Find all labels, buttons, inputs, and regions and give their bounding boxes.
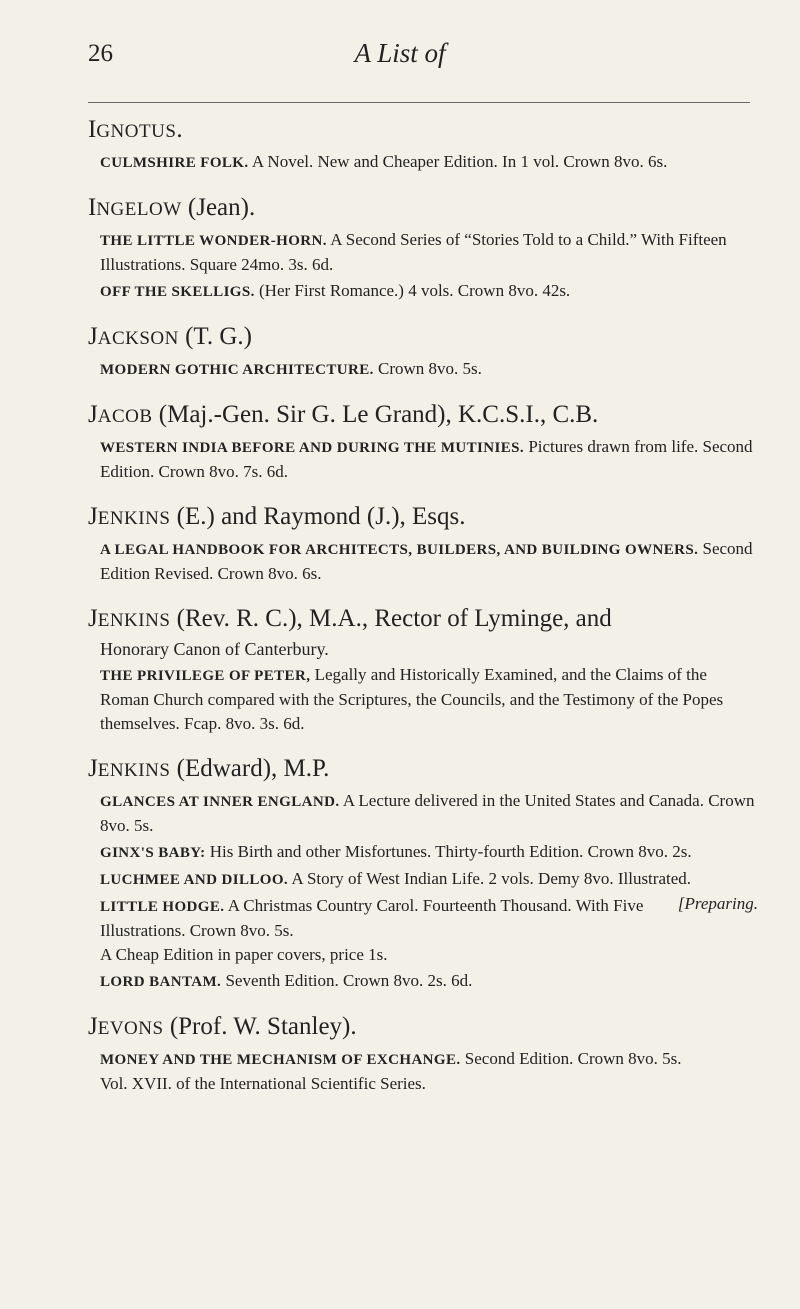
book-description: A Christmas Country Carol. Fourteenth Thousand. With Five Illustrations. Crown 8vo. 5s. xyxy=(100,896,644,940)
book-title: CULMSHIRE FOLK. xyxy=(100,155,249,171)
author-initial: J xyxy=(88,401,98,428)
author-initial: I xyxy=(88,194,97,221)
book-listing xyxy=(88,435,758,484)
author-initial: J xyxy=(88,605,98,632)
author-subheading: Honorary Canon of Canterbury. xyxy=(100,639,329,659)
author-name xyxy=(88,399,758,433)
page-number: 26 xyxy=(88,40,113,67)
book-title: MONEY AND THE MECHANISM OF EXCHANGE. xyxy=(100,1052,461,1068)
book-listing xyxy=(88,663,758,736)
author-entry xyxy=(88,501,758,586)
book-title: GINX'S BABY: xyxy=(100,845,206,861)
book-description: A Novel. New and Cheaper Edition. In 1 vol. Crown 8vo. 6s. xyxy=(251,152,668,171)
book-title: A LEGAL HANDBOOK FOR ARCHITECTS, BUILDERS, AND BUILDING OWNERS. xyxy=(100,542,699,558)
book-description: Second Edition Revised. Crown 8vo. 6s. xyxy=(100,539,753,583)
author-name xyxy=(88,501,758,535)
book-listing xyxy=(88,357,758,382)
book-title: LUCHMEE AND DILLOO. xyxy=(100,872,289,888)
book-listing xyxy=(88,1047,758,1072)
author-entry xyxy=(88,114,758,175)
author-surname: ENKINS xyxy=(97,760,171,781)
book-listing xyxy=(88,279,758,304)
catalogue-list xyxy=(88,114,758,1113)
author-entry xyxy=(88,753,758,994)
book-title: THE PRIVILEGE OF PETER, xyxy=(100,668,311,684)
author-entry xyxy=(88,192,758,304)
status-note: [Preparing. xyxy=(677,894,758,913)
book-description: A Lecture delivered in the United States and Canada. Crown 8vo. 5s. xyxy=(100,791,755,835)
author-entry xyxy=(88,1011,758,1096)
page-header xyxy=(0,40,800,74)
author-details: (Rev. R. C.), M.A., Rector of Lyminge, and xyxy=(170,605,612,632)
book-extra-note: A Cheap Edition in paper covers, price 1s. xyxy=(100,945,388,964)
running-title: A List of xyxy=(354,38,446,68)
book-listing xyxy=(88,789,758,838)
book-listing xyxy=(88,150,758,175)
book-description: His Birth and other Misfortunes. Thirty-fourth Edition. Crown 8vo. 2s. xyxy=(209,842,692,861)
author-name xyxy=(88,753,758,787)
book-description: A Story of West Indian Life. 2 vols. Demy 8vo. Illustrated. xyxy=(291,869,692,888)
author-entry xyxy=(88,399,758,484)
author-initial: J xyxy=(88,755,98,782)
author-details: (Prof. W. Stanley). xyxy=(163,1013,357,1040)
book-description: Second Edition. Crown 8vo. 5s. xyxy=(464,1049,682,1068)
author-name xyxy=(88,1011,758,1045)
header-rule xyxy=(88,102,750,103)
book-listing xyxy=(88,894,758,943)
book-description: A Second Series of “Stories Told to a Child.” With Fifteen Illustrations. Square 24mo. 3s. 6d. xyxy=(100,230,727,274)
book-description: Pictures drawn from life. Second Edition. Crown 8vo. 7s. 6d. xyxy=(100,437,753,481)
author-surname: ACKSON xyxy=(97,328,179,349)
book-description: Legally and Historically Examined, and the Claims of the Roman Church compared with the Scriptures, the Councils, and the Testimony of the Popes themselves. Fcap. 8vo. 3s. 6d. xyxy=(100,665,724,733)
author-initial: J xyxy=(88,323,98,350)
author-details: (T. G.) xyxy=(178,323,252,350)
book-listing xyxy=(88,537,758,586)
author-entry xyxy=(88,603,758,736)
author-details: (Maj.-Gen. Sir G. Le Grand), K.C.S.I., C.B. xyxy=(152,401,599,428)
book-title: LORD BANTAM. xyxy=(100,974,222,990)
book-description: Crown 8vo. 5s. xyxy=(378,359,482,378)
author-entry xyxy=(88,321,758,382)
book-listing xyxy=(88,840,758,865)
author-details: (Jean). xyxy=(181,194,256,221)
author-initial: I xyxy=(88,116,97,143)
author-surname: GNOTUS xyxy=(96,121,177,142)
book-description: (Her First Romance.) 4 vols. Crown 8vo. 42s. xyxy=(259,281,571,300)
book-extra-note: Vol. XVII. of the International Scientific Series. xyxy=(100,1074,426,1093)
book-title: WESTERN INDIA BEFORE AND DURING THE MUTINIES. xyxy=(100,440,525,456)
author-initial: J xyxy=(88,1013,98,1040)
author-name xyxy=(88,114,758,148)
author-name xyxy=(88,192,758,226)
book-title: MODERN GOTHIC ARCHITECTURE. xyxy=(100,362,374,378)
book-title: THE LITTLE WONDER-HORN. xyxy=(100,233,327,249)
book-listing xyxy=(88,969,758,994)
author-surname: ENKINS xyxy=(97,610,171,631)
author-surname: EVONS xyxy=(97,1018,164,1039)
author-surname: NGELOW xyxy=(96,199,182,220)
book-listing xyxy=(88,228,758,277)
author-name xyxy=(88,321,758,355)
book-description: Seventh Edition. Crown 8vo. 2s. 6d. xyxy=(225,971,473,990)
author-details: . xyxy=(176,116,183,143)
author-surname: ENKINS xyxy=(97,508,171,529)
book-title: OFF THE SKELLIGS. xyxy=(100,284,255,300)
author-details: (Edward), M.P. xyxy=(170,755,330,782)
author-details: (E.) and Raymond (J.), Esqs. xyxy=(170,503,466,530)
author-name xyxy=(88,603,758,637)
book-title: LITTLE HODGE. xyxy=(100,899,225,915)
book-title: GLANCES AT INNER ENGLAND. xyxy=(100,794,340,810)
author-initial: J xyxy=(88,503,98,530)
author-surname: ACOB xyxy=(97,406,153,427)
